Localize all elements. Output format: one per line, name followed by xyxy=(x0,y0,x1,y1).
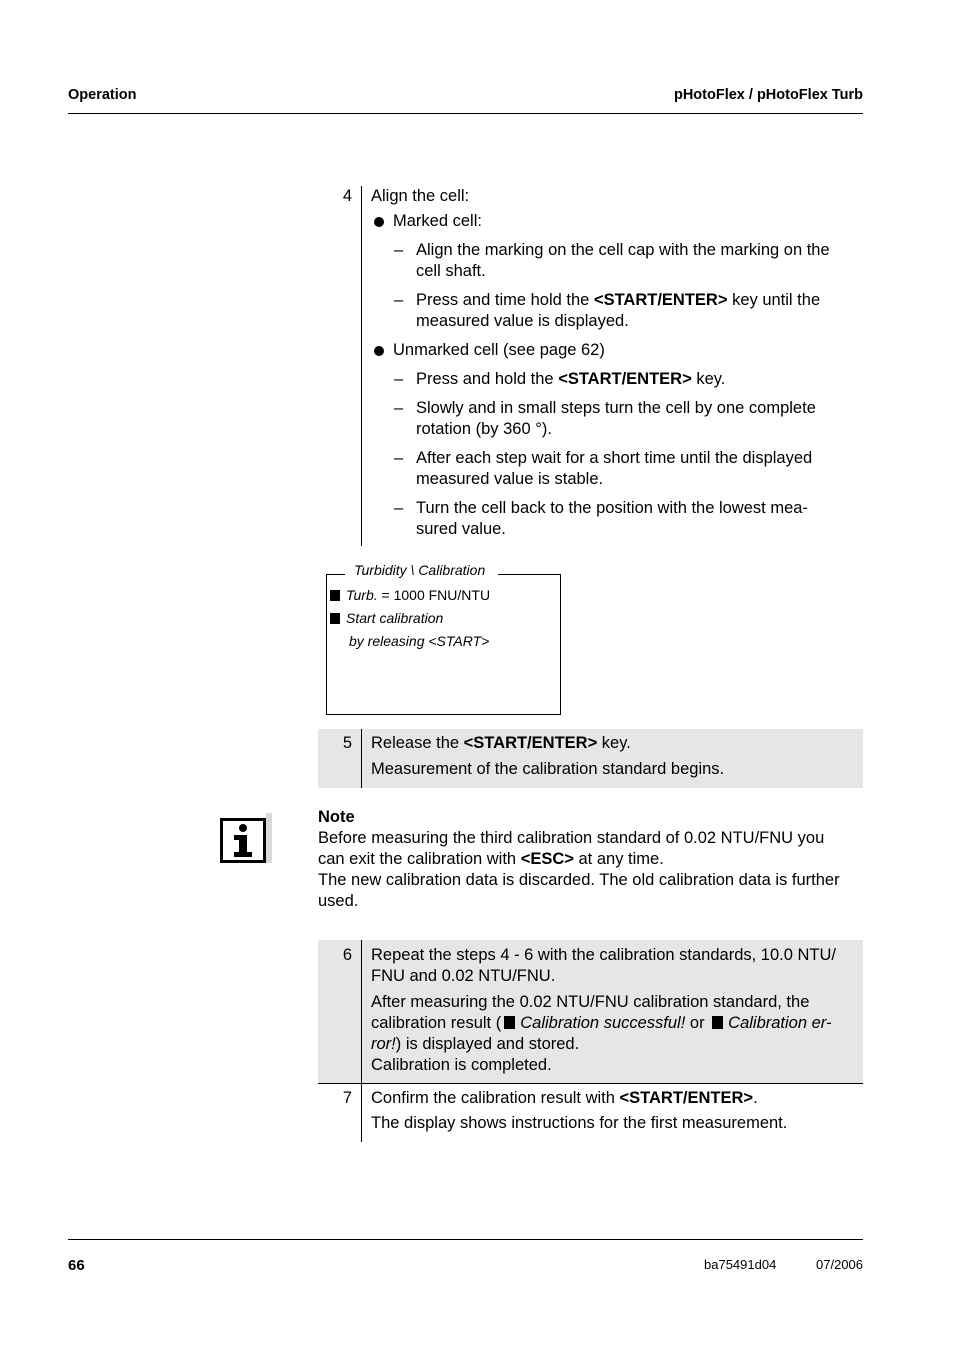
dash-icon: – xyxy=(394,291,404,309)
step-6 xyxy=(318,940,863,1083)
doc-id: ba75491d04 xyxy=(704,1257,777,1272)
step-number: 5 xyxy=(342,734,352,752)
header-section: Operation xyxy=(68,87,137,103)
step-content: Repeat the steps 4 - 6 with the calibration standards, 10.0 NTU/ FNU and 0.02 NTU/FNU. After measuring the 0.02 NTU/FNU calibration standard, the calibration result ( Calibration successful! or Calibration er- ror!) is displayed and stored. Calibration is completed. xyxy=(371,946,836,1074)
step-4 xyxy=(318,186,863,546)
header-rule xyxy=(68,113,863,114)
step-number: 7 xyxy=(342,1089,352,1107)
dash-item: – Turn the cell back to the position with the lowest mea- sured value. xyxy=(394,499,808,538)
step-divider xyxy=(361,1084,362,1142)
square-icon xyxy=(330,613,340,624)
dash-icon: – xyxy=(394,241,404,259)
bullet-unmarked-cell: Unmarked cell (see page 62) xyxy=(371,340,857,361)
note-block: Note Before measuring the third calibration standard of 0.02 NTU/FNU you can exit the calibration with <ESC> at any time. The new calibration data is discarded. The old calibration data is further used. xyxy=(318,807,863,912)
square-icon xyxy=(504,1016,515,1029)
bullet-icon xyxy=(374,346,384,356)
dash-icon: – xyxy=(394,499,404,517)
dash-icon: – xyxy=(394,449,404,467)
dash-icon: – xyxy=(394,370,404,388)
step-7 xyxy=(318,1084,863,1142)
page-number: 66 xyxy=(68,1257,85,1274)
bullet-marked-cell: Marked cell: xyxy=(371,211,857,232)
step-number: 4 xyxy=(342,187,352,205)
step-number: 6 xyxy=(342,946,352,964)
bullet-icon xyxy=(374,217,384,227)
display-title: Turbidity \ Calibration xyxy=(354,562,486,578)
dash-icon: – xyxy=(394,399,404,417)
square-icon xyxy=(712,1016,723,1029)
step-content xyxy=(371,186,857,540)
dash-item: – After each step wait for a short time until the displayed measured value is stable. xyxy=(394,449,813,488)
display-line-turbidity: Turb. = 1000 FNU/NTU xyxy=(330,587,490,603)
step-divider xyxy=(361,940,362,1083)
step-divider xyxy=(361,186,362,546)
dash-item: – Slowly and in small steps turn the cell by one complete rotation (by 360 °). xyxy=(394,399,816,438)
header-product: pHotoFlex / pHotoFlex Turb xyxy=(673,87,863,103)
meter-display xyxy=(326,562,561,715)
note-heading: Note xyxy=(318,808,355,826)
step-title: Align the cell: xyxy=(371,187,470,205)
square-icon xyxy=(330,590,340,601)
doc-date: 07/2006 xyxy=(816,1257,863,1272)
dash-item: – Press and hold the <START/ENTER> key. xyxy=(394,370,726,388)
dash-item: – Press and time hold the <START/ENTER> key until the measured value is displayed. xyxy=(394,291,821,330)
step-content: Release the <START/ENTER> key. Measurement of the calibration standard begins. xyxy=(371,734,725,778)
display-line-start: Start calibration xyxy=(330,610,443,626)
info-icon xyxy=(220,813,272,868)
footer-rule xyxy=(68,1239,863,1240)
dash-item: – Align the marking on the cell cap with the marking on the cell shaft. xyxy=(394,241,830,280)
display-line-release: by releasing <START> xyxy=(349,633,490,649)
step-5 xyxy=(318,729,863,788)
step-divider xyxy=(361,729,362,788)
step-content: Confirm the calibration result with <START/ENTER>. The display shows instructions for the first measurement. xyxy=(371,1089,788,1132)
